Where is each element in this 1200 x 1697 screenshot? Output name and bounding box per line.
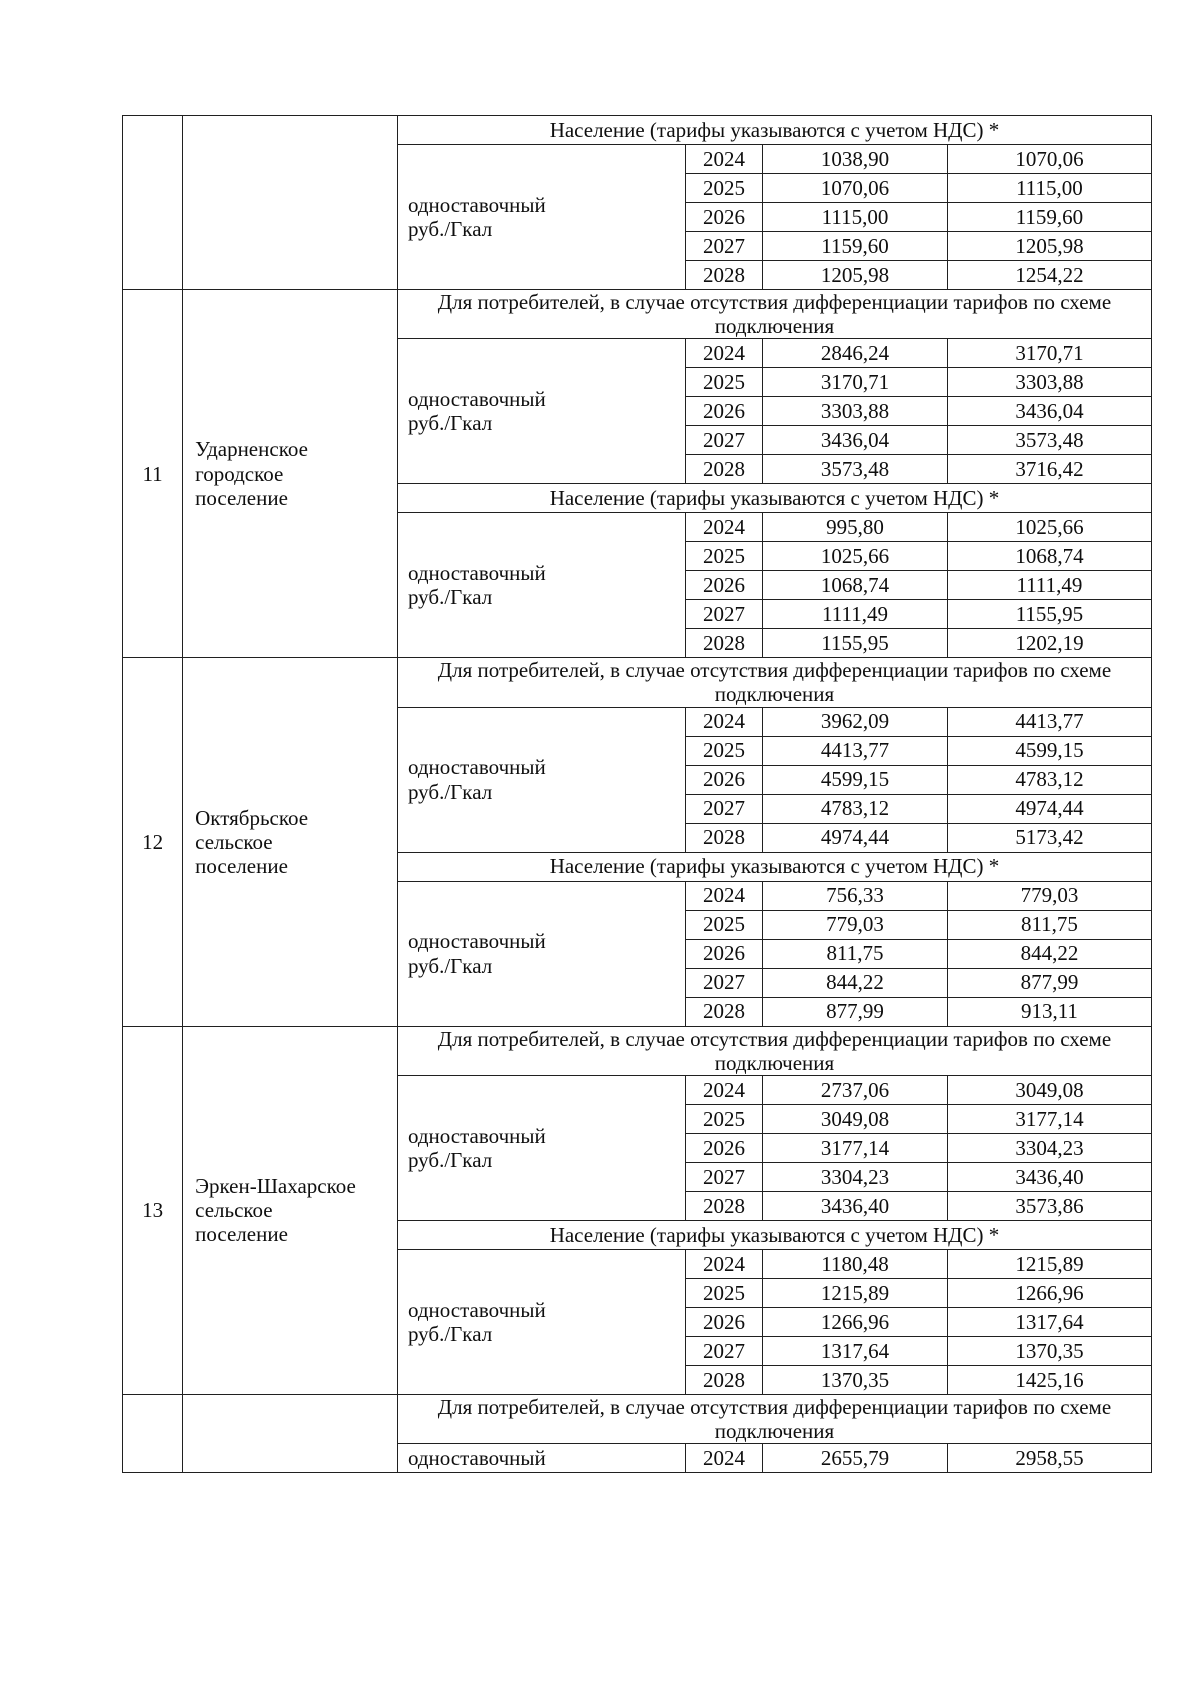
year-cell: 2026: [685, 571, 762, 600]
value-cell-second-half: 3304,23: [947, 1133, 1151, 1162]
year-cell: 2025: [685, 542, 762, 571]
value-cell-second-half: 1202,19: [947, 629, 1151, 658]
value-cell-second-half: 1159,60: [947, 203, 1151, 232]
tariff-type: одноставочный руб./Гкал: [397, 1075, 685, 1220]
section-heading: Население (тарифы указываются с учетом НДС) *: [397, 484, 1151, 513]
year-cell: 2026: [685, 397, 762, 426]
value-cell-first-half: 3436,04: [763, 426, 948, 455]
value-cell-first-half: 1370,35: [763, 1365, 948, 1394]
value-cell-first-half: 1215,89: [763, 1278, 948, 1307]
value-cell-second-half: 811,75: [947, 910, 1151, 939]
year-cell: 2028: [685, 1365, 762, 1394]
section-heading: Население (тарифы указываются с учетом НДС) *: [397, 852, 1151, 881]
tariff-table-body: [123, 116, 1152, 1473]
year-cell: 2024: [685, 707, 762, 736]
value-cell-first-half: 1159,60: [763, 232, 948, 261]
value-cell-second-half: 1068,74: [947, 542, 1151, 571]
value-cell-second-half: 1215,89: [947, 1249, 1151, 1278]
value-cell-second-half: 1070,06: [947, 145, 1151, 174]
year-cell: 2028: [685, 997, 762, 1026]
value-cell-first-half: 1070,06: [763, 174, 948, 203]
value-cell-first-half: 3049,08: [763, 1104, 948, 1133]
section-header-row: [123, 658, 1152, 707]
tariff-type: одноставочный руб./Гкал: [397, 145, 685, 290]
section-heading: Для потребителей, в случае отсутствия дифференциации тарифов по схеме подключения: [397, 290, 1151, 339]
section-header-row: [123, 1026, 1152, 1075]
value-cell-first-half: 4413,77: [763, 736, 948, 765]
tariff-type: одноставочный руб./Гкал: [397, 707, 685, 852]
year-cell: 2027: [685, 794, 762, 823]
year-cell: 2024: [685, 339, 762, 368]
section-heading: Для потребителей, в случае отсутствия дифференциации тарифов по схеме подключения: [397, 1394, 1151, 1443]
value-cell-second-half: 4413,77: [947, 707, 1151, 736]
year-cell: 2026: [685, 939, 762, 968]
year-cell: 2026: [685, 1307, 762, 1336]
value-cell-second-half: 3177,14: [947, 1104, 1151, 1133]
section-heading: Для потребителей, в случае отсутствия дифференциации тарифов по схеме подключения: [397, 658, 1151, 707]
year-cell: 2024: [685, 513, 762, 542]
value-cell-second-half: 913,11: [947, 997, 1151, 1026]
year-cell: 2027: [685, 426, 762, 455]
value-cell-first-half: 3303,88: [763, 397, 948, 426]
value-cell-first-half: 779,03: [763, 910, 948, 939]
block-number: [123, 1394, 183, 1472]
year-cell: 2027: [685, 1336, 762, 1365]
value-cell-first-half: 2737,06: [763, 1075, 948, 1104]
value-cell-first-half: 1038,90: [763, 145, 948, 174]
value-cell-first-half: 1317,64: [763, 1336, 948, 1365]
value-cell-second-half: 2958,55: [947, 1444, 1151, 1473]
block-name: Октябрьское сельское поселение: [183, 658, 398, 1026]
year-cell: 2024: [685, 1075, 762, 1104]
value-cell-first-half: 877,99: [763, 997, 948, 1026]
tariff-type: одноставочный руб./Гкал: [397, 1249, 685, 1394]
value-cell-second-half: 3716,42: [947, 455, 1151, 484]
value-cell-first-half: 3436,40: [763, 1191, 948, 1220]
section-heading: Население (тарифы указываются с учетом НДС) *: [397, 1220, 1151, 1249]
year-cell: 2027: [685, 968, 762, 997]
value-cell-first-half: 1068,74: [763, 571, 948, 600]
tariff-table: [122, 115, 1152, 1473]
value-cell-first-half: 3170,71: [763, 368, 948, 397]
year-cell: 2025: [685, 910, 762, 939]
value-cell-second-half: 5173,42: [947, 823, 1151, 852]
value-cell-first-half: 3304,23: [763, 1162, 948, 1191]
value-cell-second-half: 3573,48: [947, 426, 1151, 455]
value-cell-first-half: 1180,48: [763, 1249, 948, 1278]
value-cell-first-half: 1025,66: [763, 542, 948, 571]
year-cell: 2024: [685, 881, 762, 910]
block-number: 13: [123, 1026, 183, 1394]
year-cell: 2026: [685, 1133, 762, 1162]
tariff-type: одноставочный: [397, 1444, 685, 1473]
year-cell: 2027: [685, 232, 762, 261]
section-header-row: [123, 116, 1152, 145]
value-cell-second-half: 1025,66: [947, 513, 1151, 542]
value-cell-second-half: 3436,40: [947, 1162, 1151, 1191]
year-cell: 2025: [685, 368, 762, 397]
value-cell-second-half: 1317,64: [947, 1307, 1151, 1336]
year-cell: 2024: [685, 1249, 762, 1278]
value-cell-first-half: 1111,49: [763, 600, 948, 629]
value-cell-first-half: 995,80: [763, 513, 948, 542]
value-cell-first-half: 844,22: [763, 968, 948, 997]
value-cell-second-half: 877,99: [947, 968, 1151, 997]
year-cell: 2028: [685, 1191, 762, 1220]
value-cell-first-half: 3962,09: [763, 707, 948, 736]
value-cell-first-half: 2655,79: [763, 1444, 948, 1473]
year-cell: 2024: [685, 145, 762, 174]
year-cell: 2025: [685, 1278, 762, 1307]
value-cell-first-half: 4974,44: [763, 823, 948, 852]
block-name: Ударненское городское поселение: [183, 290, 398, 658]
block-number: 11: [123, 290, 183, 658]
value-cell-second-half: 3436,04: [947, 397, 1151, 426]
year-cell: 2027: [685, 1162, 762, 1191]
section-header-row: [123, 290, 1152, 339]
value-cell-second-half: 1115,00: [947, 174, 1151, 203]
section-heading: Население (тарифы указываются с учетом НДС) *: [397, 116, 1151, 145]
year-cell: 2027: [685, 600, 762, 629]
year-cell: 2026: [685, 765, 762, 794]
block-number: 12: [123, 658, 183, 1026]
year-cell: 2028: [685, 823, 762, 852]
value-cell-first-half: 3177,14: [763, 1133, 948, 1162]
section-heading: Для потребителей, в случае отсутствия дифференциации тарифов по схеме подключения: [397, 1026, 1151, 1075]
year-cell: 2025: [685, 1104, 762, 1133]
value-cell-first-half: 811,75: [763, 939, 948, 968]
value-cell-second-half: 1111,49: [947, 571, 1151, 600]
value-cell-second-half: 4599,15: [947, 736, 1151, 765]
value-cell-second-half: 1425,16: [947, 1365, 1151, 1394]
value-cell-second-half: 4974,44: [947, 794, 1151, 823]
year-cell: 2024: [685, 1444, 762, 1473]
value-cell-first-half: 1266,96: [763, 1307, 948, 1336]
value-cell-second-half: 4783,12: [947, 765, 1151, 794]
value-cell-second-half: 779,03: [947, 881, 1151, 910]
value-cell-second-half: 3170,71: [947, 339, 1151, 368]
value-cell-second-half: 1370,35: [947, 1336, 1151, 1365]
value-cell-second-half: 1205,98: [947, 232, 1151, 261]
block-name: [183, 116, 398, 290]
value-cell-second-half: 844,22: [947, 939, 1151, 968]
year-cell: 2025: [685, 736, 762, 765]
value-cell-first-half: 756,33: [763, 881, 948, 910]
value-cell-second-half: 3573,86: [947, 1191, 1151, 1220]
year-cell: 2028: [685, 629, 762, 658]
year-cell: 2025: [685, 174, 762, 203]
block-name: [183, 1394, 398, 1472]
value-cell-first-half: 2846,24: [763, 339, 948, 368]
value-cell-second-half: 1254,22: [947, 261, 1151, 290]
value-cell-first-half: 1205,98: [763, 261, 948, 290]
value-cell-second-half: 3303,88: [947, 368, 1151, 397]
block-number: [123, 116, 183, 290]
tariff-type: одноставочный руб./Гкал: [397, 881, 685, 1026]
value-cell-first-half: 1155,95: [763, 629, 948, 658]
block-name: Эркен-Шахарское сельское поселение: [183, 1026, 398, 1394]
value-cell-first-half: 4783,12: [763, 794, 948, 823]
value-cell-second-half: 1266,96: [947, 1278, 1151, 1307]
value-cell-second-half: 3049,08: [947, 1075, 1151, 1104]
value-cell-first-half: 3573,48: [763, 455, 948, 484]
value-cell-first-half: 4599,15: [763, 765, 948, 794]
section-header-row: [123, 1394, 1152, 1443]
tariff-type: одноставочный руб./Гкал: [397, 339, 685, 484]
value-cell-first-half: 1115,00: [763, 203, 948, 232]
value-cell-second-half: 1155,95: [947, 600, 1151, 629]
year-cell: 2028: [685, 261, 762, 290]
year-cell: 2026: [685, 203, 762, 232]
tariff-type: одноставочный руб./Гкал: [397, 513, 685, 658]
year-cell: 2028: [685, 455, 762, 484]
